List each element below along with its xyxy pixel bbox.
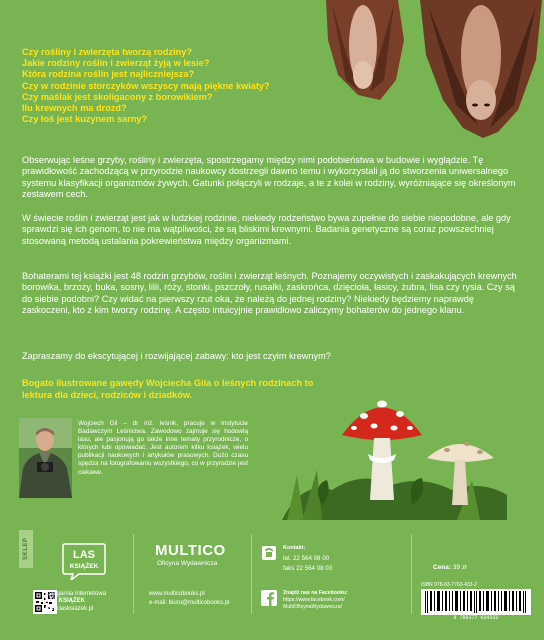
las-caption: Księgarnia internetowa: [45, 591, 107, 597]
multico-email-link[interactable]: e-mail: biuro@multicobooks.pl: [149, 600, 230, 606]
bat-right: [420, 0, 542, 138]
question: Ilu krewnych ma drozd?: [22, 103, 127, 114]
multico-logo[interactable]: MULTICO: [155, 542, 226, 559]
description-paragraph: Bohaterami tej książki jest 48 rodzin grzybów, roślin i zwierząt leśnych. Poznajemy oczywistych i zaskakujących krewnych borowika, brzozy, buka, sosny, lilii, róży, stonki, pszczoły, rusałki, zaskrońca, dzięcioła, łasicy, żubra, lisa czy rysia. Czy są do siebie podobni? Czy widać na pierwszy rzut oka, że należą do jednej rodziny? Niekiedy będziemy naprawdę zaskoczeni, kto z kim tworzy rodzinę. A często intuicyjnie prawidłowo zaliczymy bohaterów do jednego klanu.: [22, 271, 517, 316]
contact-label: Kontakt:: [283, 545, 306, 551]
question: Czy łoś jest kuzynem sarny?: [22, 114, 148, 125]
las-logo-line2: KSIĄŻEK: [69, 563, 99, 570]
description-paragraph: Obserwując leśne grzyby, rośliny i zwierzęta, spostrzegamy między nimi podobieństwa w budowie i wyglądzie. Tę prawidłowość zachodzącą w przyrodzie naukowcy dostrzegli dawno temu i wykorzystali ją do stworzenia uniwersalnego systemu klasyfikacji organizmów żywych. Gatunki połączyli w rodzaje, a te z kolei w rodziny, wyróżniające się określonym zestawem cech.: [22, 155, 516, 200]
author-photo: [19, 418, 72, 498]
fax-number: faks 22 564 08 03: [283, 565, 333, 572]
price-label: Cena:: [433, 564, 452, 571]
barcode-digits: 9 788377 634332: [453, 615, 499, 621]
las-website-link[interactable]: www.lasksiazek.pl: [45, 606, 94, 612]
questions-list: [22, 47, 322, 125]
question: Jakie rodziny roślin i zwierząt żyją w lesie?: [22, 58, 210, 69]
footer-divider: [133, 534, 134, 614]
invitation-paragraph: Zapraszamy do ekscytującej i rozwijającej zabawy: kto jest czyim krewnym?: [22, 351, 331, 361]
facebook-link[interactable]: https://www.facebook.com/: [283, 597, 345, 603]
facebook-link[interactable]: MultiOficynaWydawnicza/: [283, 604, 343, 610]
publisher-footer: [19, 530, 539, 622]
footer-divider: [251, 534, 252, 614]
multico-website-link[interactable]: www.multicobooks.pl: [149, 591, 205, 597]
las-caption-name: LAS KSIĄŻEK: [45, 598, 86, 604]
shop-tab[interactable]: SKLEP: [19, 530, 33, 568]
author-bio: Wojciech Gil – dr inż. leśnik, pracuje w Instytucie Badawczym Leśnictwa. Zawodowo zajmuje się hodowlą lasu, ale pasjonują go także inne tematy przyrodnicze, o których lubi opowiadać. Jest autorem kilku książek, wielu publikacji naukowych i artykułów prasowych. Dużo czasu spędza na fotografowaniu wszystkiego, co w przyrodzie jest ciekawe.: [78, 420, 248, 476]
lead-text: Bogato ilustrowane gawędy Wojciecha Gila o leśnych rodzinach to lektura dla dzieci, rodziców i dziadków.: [22, 378, 314, 400]
question: Która rodzina roślin jest najliczniejsza?: [22, 69, 195, 80]
phone-number[interactable]: tel. 22 564 08 00: [283, 555, 330, 562]
isbn: ISBN 978-83-7763-433-2: [421, 582, 477, 588]
facebook-label: Znajdź nas na Facebooku:: [283, 590, 348, 596]
description-paragraph: W świecie roślin i zwierząt jest jak w ludzkiej rodzinie, niekiedy rodzeństwo bywa zupełnie do siebie niepodobne, ale gdy sprawdzi się ich genom, to nie ma wątpliwości, że są bliskimi krewnymi. Badania genetyczne są coraz powszechniej stosowaną metodą ustalania pokrewieństwa między organizmami.: [22, 213, 511, 246]
mushrooms-illustration: [282, 380, 507, 520]
las-ksiazek-logo[interactable]: [61, 542, 107, 580]
question: Czy maślak jest skoligacony z borowikiem?: [22, 91, 213, 102]
las-logo-line1: LAS: [73, 549, 95, 561]
footer-divider: [411, 534, 412, 614]
price: [433, 564, 467, 571]
barcode-icon: [421, 589, 531, 615]
question: Czy w rodzinie storczyków wszyscy mają piękne kwiaty?: [22, 80, 270, 91]
facebook-icon[interactable]: [261, 590, 277, 606]
phone-icon: [261, 544, 277, 562]
price-value: 39 zł: [452, 564, 467, 571]
question: Czy rośliny i zwierzęta tworzą rodziny?: [22, 47, 193, 57]
bats-illustration: [318, 0, 544, 150]
multico-subtitle: Oficyna Wydawnicza: [157, 560, 218, 567]
bat-left: [326, 0, 404, 100]
